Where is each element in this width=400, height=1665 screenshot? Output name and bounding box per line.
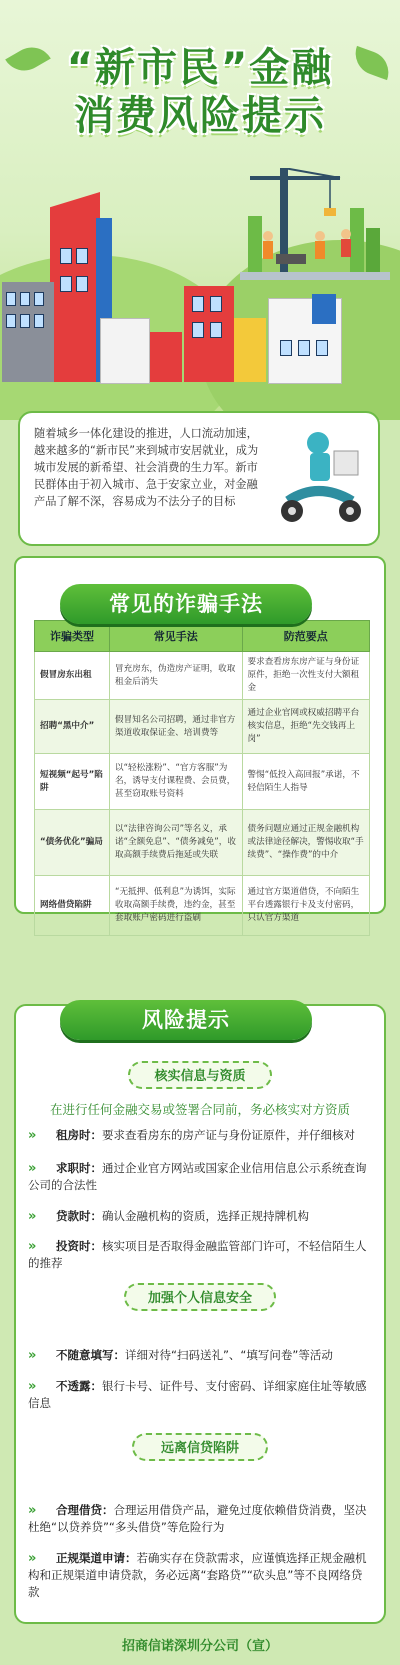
window [76,276,88,292]
item-text: 确认金融机构的资质，选择正规持牌机构 [102,1209,309,1223]
window [192,322,204,338]
item-text: 若确实存在贷款需求，应谨慎选择正规金融机构和正规渠道申请贷款，务必远离“套路贷”“砍头息”等不良网络贷款 [28,1551,367,1599]
double-chevron-icon: » [28,1128,37,1143]
table-header-row [35,621,370,652]
delivery-rider-illustration [268,423,372,533]
scam-method: “无抵押、低利息”为诱饵，实际收取高额手续费，违约金，甚至套取账户密码进行盗刷 [110,876,243,936]
title-line-2: 消费风险提示 [74,93,326,139]
table-row [35,652,370,700]
scam-type: “债务优化”骗局 [35,810,110,876]
intro-text: 随着城乡一体化建设的推进，人口流动加速，越来越多的“新市民”来到城市安居就业，成为城市发展的新希望、社会消费的生力军。新市民群体由于初入城市、急于安家立业，对金融产品了解不深，容易成为不法分子的目标 [34,427,259,508]
double-chevron-icon: » [28,1503,37,1518]
item-text: 详细对待“扫码送礼”、“填写问卷”等活动 [125,1348,333,1362]
item-text: 通过企业官方网站或国家企业信用信息公示系统查询公司的合法性 [28,1161,367,1192]
item-key: 贷款时： [56,1209,102,1223]
double-chevron-icon: » [28,1161,37,1176]
building-white [100,318,150,384]
list-item [28,1208,372,1225]
item-text: 核实项目是否取得金融监管部门许可，不轻信陌生人的推荐 [28,1239,367,1270]
building-tower-red [50,192,100,382]
construction-crane-illustration [240,168,390,288]
column-header: 防范要点 [242,621,369,652]
scam-method: 冒充房东，伪造房产证明，收取租金后消失 [110,652,243,700]
building-roof-blue [312,294,336,324]
intro-card [18,411,380,546]
scam-tip: 通过官方渠道借贷，不向陌生平台透露银行卡及支付密码，只认官方渠道 [242,876,369,936]
window [316,340,328,356]
window [298,340,310,356]
window [60,276,72,292]
scam-type: 招聘“黑中介” [35,700,110,754]
column-header: 常见手法 [110,621,243,652]
window [6,292,16,306]
double-chevron-icon: » [28,1209,37,1224]
scam-type: 网络借贷陷阱 [35,876,110,936]
item-key: 合理借贷： [56,1503,114,1517]
item-key: 正规渠道申请： [56,1551,137,1565]
section-pill-verify: 核实信息与资质 [128,1061,272,1089]
window [6,314,16,328]
table-row [35,754,370,810]
table-row [35,810,370,876]
item-text: 合理运用借贷产品，避免过度依赖借贷消费，坚决杜绝“以贷养贷”“多头借贷”等危险行为 [28,1503,367,1534]
list-item [28,1550,372,1601]
footer-organization: 招商信诺深圳分公司（宣） [121,1639,278,1654]
window [76,248,88,264]
table-row [35,700,370,754]
item-key: 求职时： [56,1161,102,1175]
window [192,296,204,312]
item-key: 不随意填写： [56,1348,125,1362]
item-key: 不透露： [56,1379,102,1393]
scam-table [34,620,370,936]
item-text: 银行卡号、证件号、支付密码、详细家庭住址等敏感信息 [28,1379,367,1410]
window [280,340,292,356]
table-row [35,876,370,936]
scam-tip: 通过企业官网或权威招聘平台核实信息，拒绝“先交钱再上岗” [242,700,369,754]
section-pill-credit: 远离信贷陷阱 [132,1433,268,1461]
hero-banner [0,0,400,420]
list-item [28,1160,372,1194]
scam-section-banner: 常见的诈骗手法 [60,584,312,624]
window [210,296,222,312]
scam-method: 以“轻松涨粉”、“官方客服”为名，诱导支付课程费、会员费，甚至窃取账号资料 [110,754,243,810]
column-header: 诈骗类型 [35,621,110,652]
item-text: 要求查看房东的房产证与身份证原件，并仔细核对 [102,1128,355,1142]
building-red-house [150,332,182,382]
scam-type: 假冒房东出租 [35,652,110,700]
window [210,322,222,338]
item-key: 投资时： [56,1239,102,1253]
scam-method: 以“法律咨询公司”等名义，承诺“全额免息”、“债务减免”，收取高额手续费后拖延或失联 [110,810,243,876]
double-chevron-icon: » [28,1348,37,1363]
scam-tip: 债务问题应通过正规金融机构或法律途径解决，警惕收取“手续费”、“操作费”的中介 [242,810,369,876]
list-item [28,1238,372,1272]
page-title [0,44,400,140]
window [20,292,30,306]
list-item [28,1347,372,1364]
window [20,314,30,328]
double-chevron-icon: » [28,1239,37,1254]
window [60,248,72,264]
double-chevron-icon: » [28,1551,37,1566]
list-item [28,1127,372,1144]
section-pill-privacy: 加强个人信息安全 [124,1283,276,1311]
window [34,314,44,328]
building-yellow [234,318,266,382]
section-lead: 在进行任何金融交易或签署合同前，务必核实对方资质 [49,1102,350,1117]
title-line-1: “新市民”金融 [66,45,334,91]
window [34,292,44,306]
scam-type: 短视频“起号”陷阱 [35,754,110,810]
scam-tip: 要求查看房东房产证与身份证原件，拒绝一次性支付大额租金 [242,652,369,700]
scam-method: 假冒知名公司招聘，通过非官方渠道收取保证金、培训费等 [110,700,243,754]
list-item [28,1502,372,1536]
item-key: 租房时： [56,1128,102,1142]
scam-tip: 警惕“低投入高回报”承诺，不轻信陌生人指导 [242,754,369,810]
double-chevron-icon: » [28,1379,37,1394]
risk-section-banner: 风险提示 [60,1000,312,1040]
list-item [28,1378,372,1412]
